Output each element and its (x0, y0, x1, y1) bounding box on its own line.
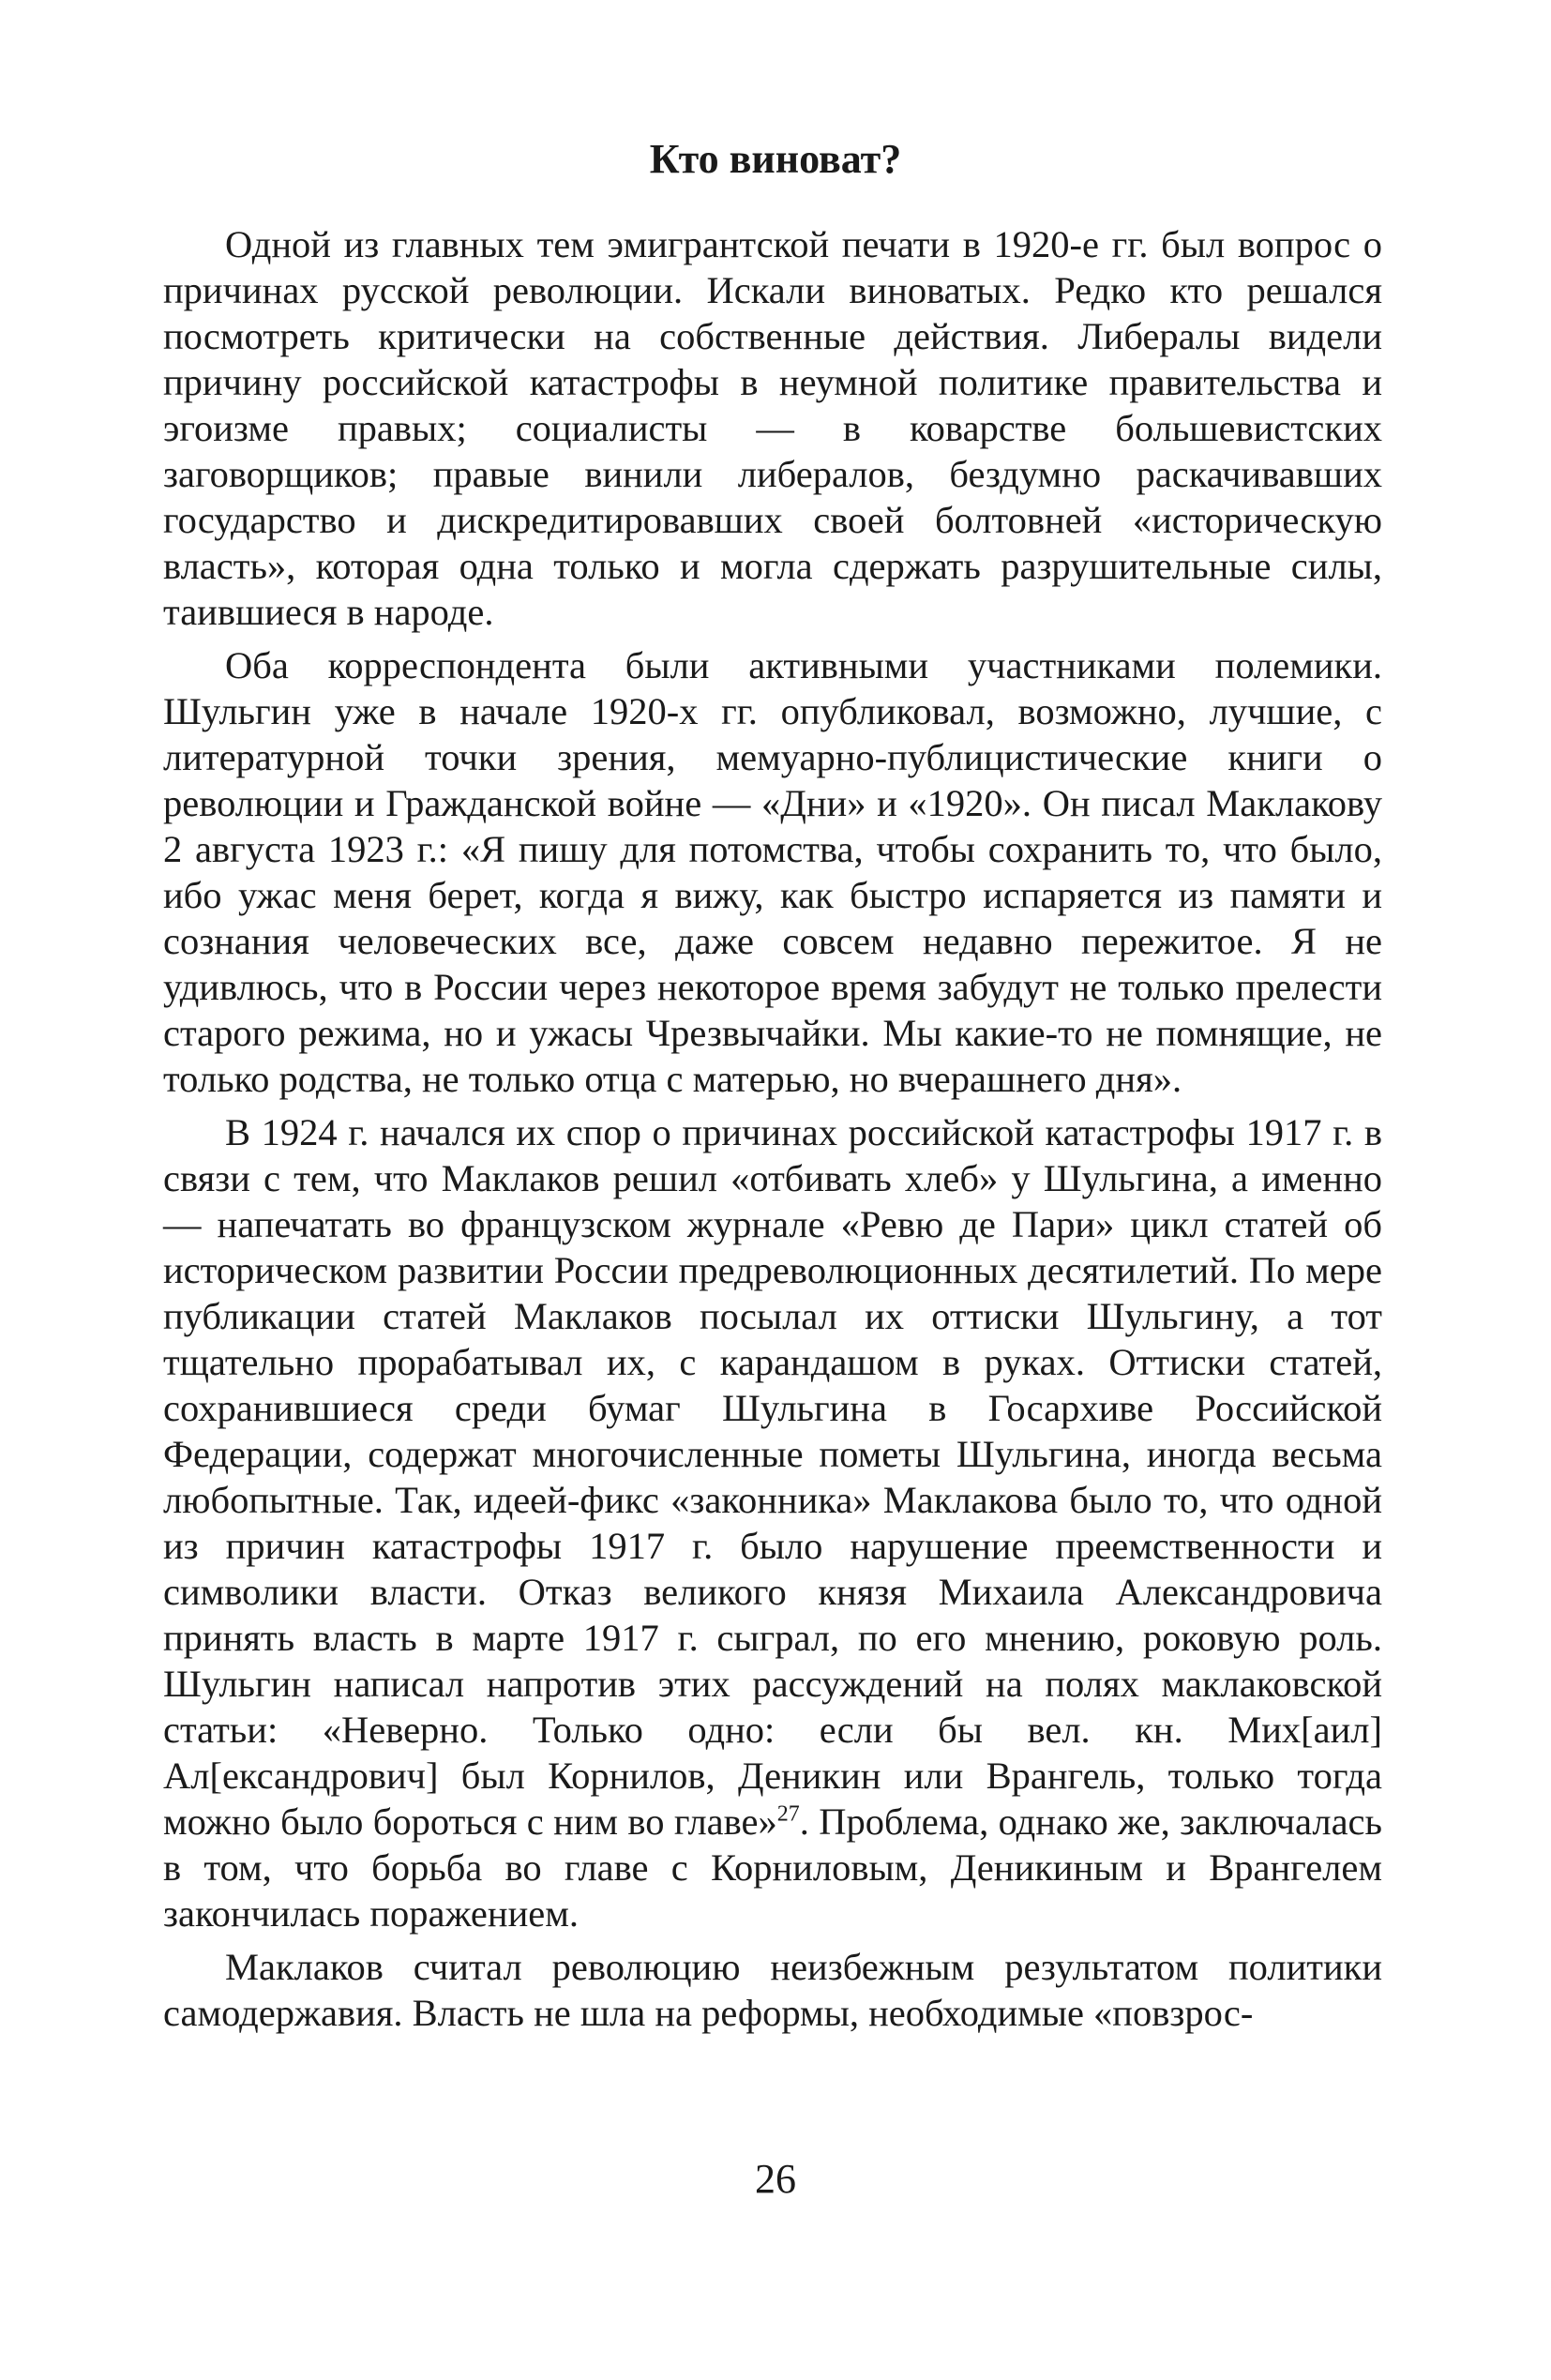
page-number: 26 (755, 2156, 796, 2202)
paragraph-4: Маклаков считал революцию неизбежным результатом политики самодержавия. Власть не шла на реформы, необходимые «повзрос- (163, 1946, 1382, 2034)
paragraph-3-text: В 1924 г. начался их спор о причинах российской катастрофы 1917 г. в связи с тем, что Маклаков решил «отбивать хлеб» у Шульгина, а именно — напечатать во французском журнале «Ревю де Пари» цикл статей об историческом развитии России предреволюционных десятилетий. По мере публикации статей Маклаков посылал их оттиски Шульгину, а тот тщательно прорабатывал их, с карандашом в руках. Оттиски статей, сохранившиеся среди бумаг Шульгина в Госархиве Российской Федерации, содержат многочисленные пометы Шульгина, иногда весьма любопытные. Так, идеей-фикс «законника» Маклакова было то, что одной из причин катастрофы 1917 г. было нарушение преемственности и символики власти. Отказ великого князя Михаила Александровича принять власть в марте 1917 г. сыграл, по его мнению, роковую роль. Шульгин написал напротив этих рассуждений на полях маклаковской статьи: «Неверно. Только одно: если бы вел. кн. Мих[аил] Ал[ександрович] был Корнилов, Деникин или Врангель, только тогда можно было бороться с ним во главе» (163, 1111, 1382, 1843)
body-text (163, 221, 1382, 2043)
paragraph-3 (163, 1109, 1382, 1936)
chapter-heading: Кто виноват? (649, 136, 902, 182)
paragraph-3-text-continued: . Проблема, однако же, заключалась в том, что борьба во главе с Корниловым, Деникиным и Врангелем закончилась поражением. (163, 1800, 1382, 1935)
paragraph-2: Оба корреспондента были активными участниками полемики. Шульгин уже в начале 1920-х гг. опубликовал, возможно, лучшие, с литературной точки зрения, мемуарно-публицистические книги о революции и Гражданской войне — «Дни» и «1920». Он писал Маклакову 2 августа 1923 г.: «Я пишу для потомства, чтобы сохранить то, что было, ибо ужас меня берет, когда я вижу, как быстро испаряется из памяти и сознания человеческих все, даже совсем недавно пережитое. Я не удивлюсь, что в России через некоторое время забудут не только прелести старого режима, но и ужасы Чрезвычайки. Мы какие-то не помнящие, не только родства, не только отца с матерью, но вчерашнего дня». (163, 644, 1382, 1100)
footnote-marker[interactable]: 27 (776, 1801, 800, 1827)
paragraph-1: Одной из главных тем эмигрантской печати в 1920-е гг. был вопрос о причинах русской революции. Искали виноватых. Редко кто решался посмотреть критически на собственные действия. Либералы видели причину российской катастрофы в неумной политике правительства и эгоизме правых; социалисты — в коварстве большевистских заговорщиков; правые винили либералов, бездумно раскачивавших государство и дискредитировавших своей болтовней «историческую власть», которая одна только и могла сдержать разрушительные силы, таившиеся в народе. (163, 223, 1382, 633)
